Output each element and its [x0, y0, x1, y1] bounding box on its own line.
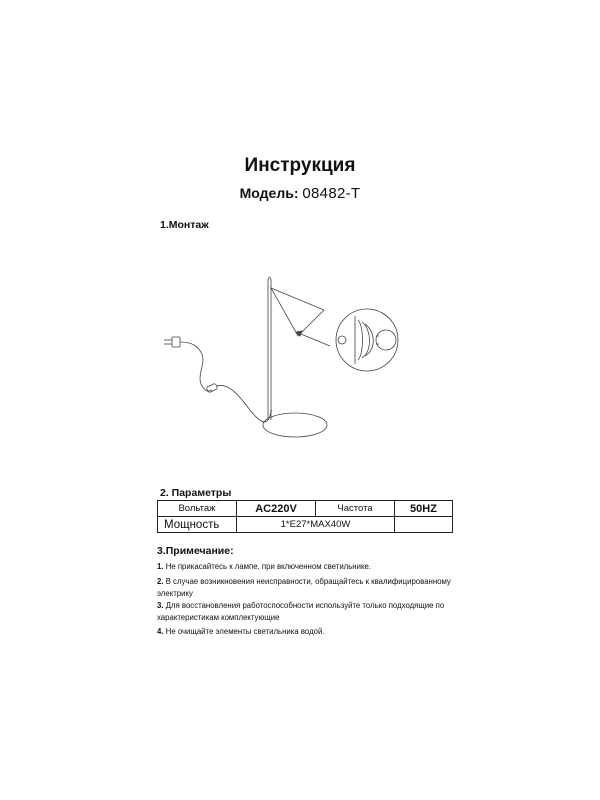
note-item: [157, 561, 457, 573]
voltage-value: AC220V: [237, 501, 316, 517]
power-cord: [180, 342, 212, 391]
note-text: Для восстановления работоспособности используйте только подходящие по характеристикам комплектующие: [157, 601, 445, 622]
voltage-label: Вольтаж: [158, 501, 237, 517]
empty-cell: [395, 517, 453, 533]
lamp-illustration: [150, 260, 430, 450]
bulb-detail-icon: [336, 309, 398, 371]
plug-icon: [164, 337, 180, 347]
note-number: 2.: [157, 577, 164, 586]
lamp-shade: [271, 288, 324, 336]
table-row: [158, 501, 453, 517]
section-mounting-heading: 1.Монтаж: [160, 219, 209, 231]
note-item: [157, 576, 457, 599]
note-text: Не прикасайтесь к лампе, при включенном светильнике.: [165, 562, 371, 571]
power-value: 1*E27*MAX40W: [237, 517, 395, 533]
model-line: [0, 185, 600, 202]
note-item: [157, 626, 457, 638]
note-number: 1.: [157, 562, 164, 571]
note-text: Не очищайте элементы светильника водой.: [165, 627, 325, 636]
note-number: 4.: [157, 627, 164, 636]
document-title: Инструкция: [244, 155, 356, 176]
note-text: В случае возникновения неисправности, обращайтесь к квалифицированному электрику: [157, 577, 451, 598]
note-item: [157, 600, 457, 623]
parameters-table: [157, 500, 453, 533]
frequency-label: Частота: [316, 501, 395, 517]
model-value: 08482-T: [302, 185, 361, 202]
model-label: Модель:: [239, 185, 299, 201]
inline-switch: [206, 383, 218, 393]
note-number: 3.: [157, 601, 164, 610]
lamp-base: [263, 413, 327, 437]
frequency-value: 50HZ: [395, 501, 453, 517]
table-row: [158, 517, 453, 533]
section-notes-heading: 3.Примечание:: [157, 545, 234, 557]
section-parameters-heading: 2. Параметры: [160, 487, 232, 499]
power-label: Мощность: [158, 517, 237, 533]
